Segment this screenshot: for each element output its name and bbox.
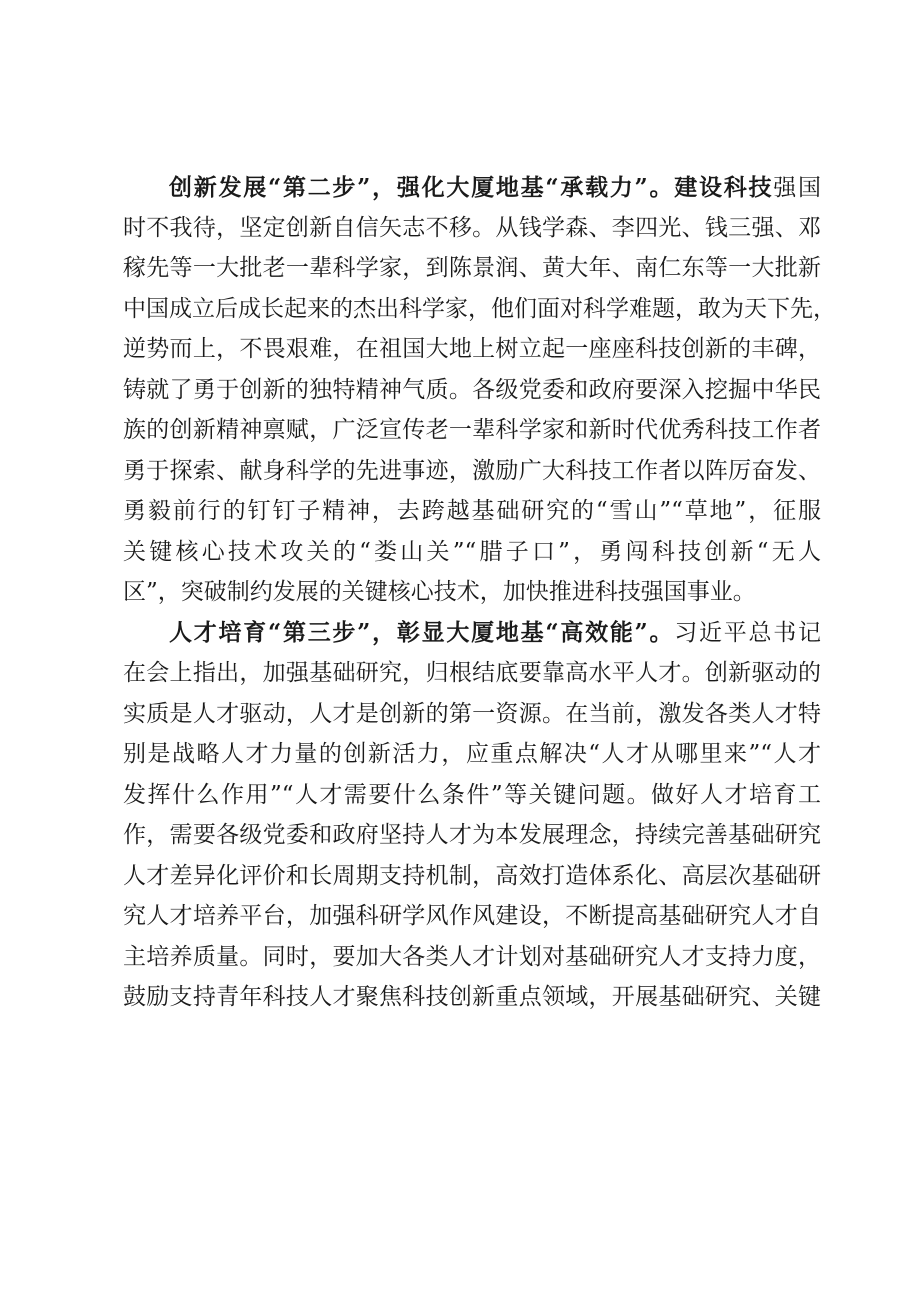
paragraph-1-line-7: 族的创新精神禀赋，广泛宣传老一辈科学家和新时代优秀科技工作者 xyxy=(123,417,821,443)
paragraph-2-line-8: 究人才培养平台，加强科研学风作风建设，不断提高基础研究人才自 xyxy=(123,903,821,929)
paragraph-1-heading: 创新发展“第二步”，强化大厦地基“承载力”。建设科技 xyxy=(169,174,774,201)
paragraph-2-line-1-text: 习近平总书记 xyxy=(674,620,821,646)
paragraph-1-line-10: 关键核心技术攻关的“娄山关”“腊子口”，勇闯科技创新“无人 xyxy=(123,539,821,565)
paragraph-1-line-11: 区”，突破制约发展的关键核心技术，加快推进科技强国事业。 xyxy=(123,579,756,605)
paragraph-1-line-3: 稼先等一大批老一辈科学家，到陈景润、黄大年、南仁东等一大批新 xyxy=(123,255,821,281)
paragraph-2-line-5: 发挥什么作用”“人才需要什么条件”等关键问题。做好人才培育工 xyxy=(123,782,821,808)
paragraph-2-line-10: 鼓励支持青年科技人才聚焦科技创新重点领域，开展基础研究、关键 xyxy=(123,984,821,1010)
paragraph-2-line-7: 人才差异化评价和长周期支持机制，高效打造体系化、高层次基础研 xyxy=(123,863,821,889)
paragraph-1-line-9: 勇毅前行的钉钉子精神，去跨越基础研究的“雪山”“草地”，征服 xyxy=(123,498,821,524)
paragraph-1-line-5: 逆势而上，不畏艰难，在祖国大地上树立起一座座科技创新的丰碑， xyxy=(123,336,821,362)
paragraph-2-line-4: 别是战略人才力量的创新活力，应重点解决“人才从哪里来”“人才 xyxy=(123,741,821,767)
paragraph-2-line-6: 作，需要各级党委和政府坚持人才为本发展理念，持续完善基础研究 xyxy=(123,822,821,848)
paragraph-2-line-2: 在会上指出，加强基础研究，归根结底要靠高水平人才。创新驱动的 xyxy=(123,660,821,686)
paragraph-1-line-1 xyxy=(169,173,821,203)
paragraph-1-line-8: 勇于探索、献身科学的先进事迹，激励广大科技工作者以阵厉奋发、 xyxy=(123,458,821,484)
paragraph-1-line-2: 时不我待，坚定创新自信矢志不移。从钱学森、李四光、钱三强、邓 xyxy=(123,215,821,241)
paragraph-2-heading: 人才培育“第三步”，彰显大厦地基“高效能”。 xyxy=(169,619,675,646)
paragraph-2-line-3: 实质是人才驱动，人才是创新的第一资源。在当前，激发各类人才特 xyxy=(123,701,821,727)
paragraph-1-line-4: 中国成立后成长起来的杰出科学家，他们面对科学难题，敢为天下先， xyxy=(123,296,836,322)
paragraph-1-line-1-text: 强国 xyxy=(773,175,822,201)
paragraph-1-line-6: 铸就了勇于创新的独特精神气质。各级党委和政府要深入挖掘中华民 xyxy=(123,377,821,403)
paragraph-2-line-1 xyxy=(169,618,821,648)
paragraph-2-line-9: 主培养质量。同时，要加大各类人才计划对基础研究人才支持力度， xyxy=(123,944,821,970)
